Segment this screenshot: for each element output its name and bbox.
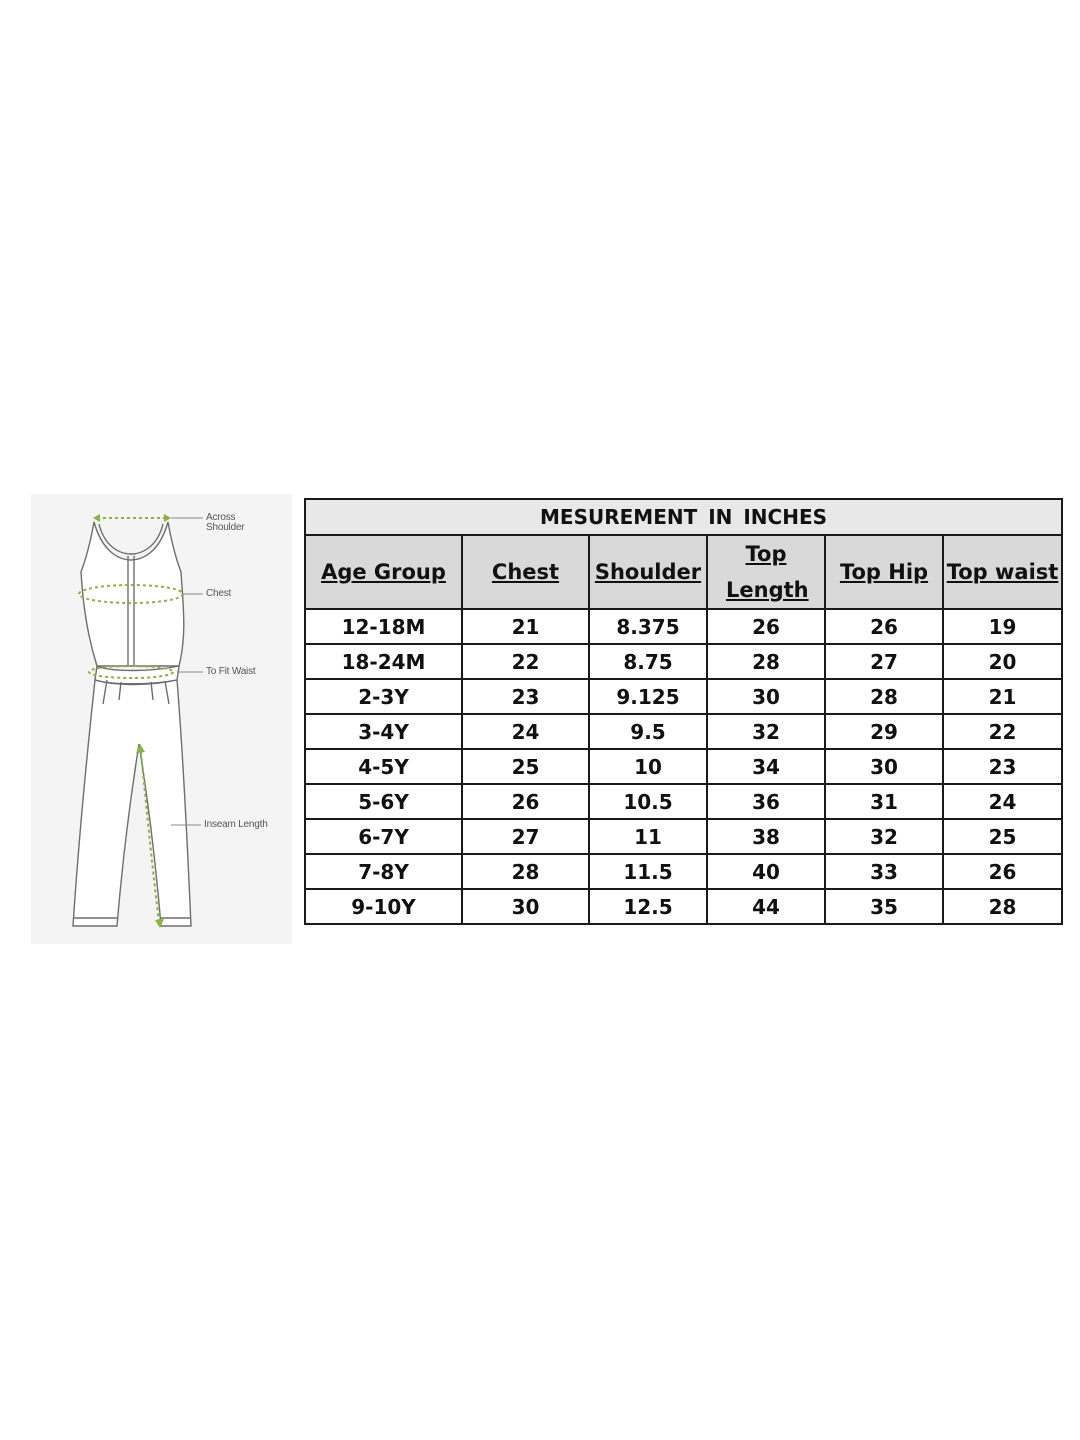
- cell-age-group: 12-18M: [305, 609, 462, 644]
- cell-top-length: 40: [707, 854, 825, 889]
- column-header-shoulder: Shoulder: [589, 535, 707, 609]
- table-row: [305, 854, 1062, 889]
- cell-shoulder: 9.5: [589, 714, 707, 749]
- table-row: [305, 609, 1062, 644]
- column-header-chest: Chest: [462, 535, 589, 609]
- cell-shoulder: 11.5: [589, 854, 707, 889]
- jumpsuit-outline-drawing: [31, 494, 292, 944]
- cell-top-hip: 28: [825, 679, 943, 714]
- cell-top-waist: 20: [943, 644, 1062, 679]
- cell-top-hip: 33: [825, 854, 943, 889]
- cell-chest: 26: [462, 784, 589, 819]
- cell-shoulder: 12.5: [589, 889, 707, 924]
- cell-top-waist: 21: [943, 679, 1062, 714]
- cell-top-length: 26: [707, 609, 825, 644]
- across-shoulder-label: Across Shoulder: [206, 512, 245, 533]
- table-row: [305, 819, 1062, 854]
- cell-chest: 24: [462, 714, 589, 749]
- table-row: [305, 644, 1062, 679]
- cell-shoulder: 11: [589, 819, 707, 854]
- cell-top-hip: 29: [825, 714, 943, 749]
- cell-top-hip: 27: [825, 644, 943, 679]
- table-row: [305, 714, 1062, 749]
- table-row: [305, 784, 1062, 819]
- cell-top-length: 38: [707, 819, 825, 854]
- cell-top-waist: 25: [943, 819, 1062, 854]
- column-header-top-length: Top Length: [707, 535, 825, 609]
- cell-top-hip: 31: [825, 784, 943, 819]
- table-title: MESUREMENT IN INCHES: [305, 499, 1062, 535]
- cell-top-hip: 32: [825, 819, 943, 854]
- table-header-row: [305, 535, 1062, 609]
- cell-top-waist: 26: [943, 854, 1062, 889]
- cell-shoulder: 10.5: [589, 784, 707, 819]
- cell-top-length: 34: [707, 749, 825, 784]
- cell-top-waist: 28: [943, 889, 1062, 924]
- cell-top-waist: 24: [943, 784, 1062, 819]
- jumpsuit-measurement-figure: [31, 494, 292, 944]
- cell-chest: 28: [462, 854, 589, 889]
- cell-age-group: 2-3Y: [305, 679, 462, 714]
- cell-top-waist: 22: [943, 714, 1062, 749]
- cell-top-hip: 30: [825, 749, 943, 784]
- column-header-age-group: Age Group: [305, 535, 462, 609]
- table-row: [305, 889, 1062, 924]
- cell-top-waist: 19: [943, 609, 1062, 644]
- cell-age-group: 7-8Y: [305, 854, 462, 889]
- size-chart-table: [304, 498, 1063, 925]
- table-row: [305, 679, 1062, 714]
- chest-label: Chest: [206, 588, 232, 599]
- to-fit-waist-label: To Fit Waist: [206, 666, 256, 677]
- cell-top-waist: 23: [943, 749, 1062, 784]
- cell-top-length: 28: [707, 644, 825, 679]
- cell-top-length: 30: [707, 679, 825, 714]
- cell-shoulder: 9.125: [589, 679, 707, 714]
- column-header-top-waist: Top waist: [943, 535, 1062, 609]
- cell-chest: 22: [462, 644, 589, 679]
- cell-age-group: 3-4Y: [305, 714, 462, 749]
- cell-chest: 21: [462, 609, 589, 644]
- cell-top-hip: 26: [825, 609, 943, 644]
- cell-age-group: 6-7Y: [305, 819, 462, 854]
- cell-top-length: 44: [707, 889, 825, 924]
- cell-age-group: 5-6Y: [305, 784, 462, 819]
- cell-age-group: 18-24M: [305, 644, 462, 679]
- cell-chest: 30: [462, 889, 589, 924]
- cell-shoulder: 8.375: [589, 609, 707, 644]
- cell-age-group: 9-10Y: [305, 889, 462, 924]
- cell-top-length: 36: [707, 784, 825, 819]
- cell-top-hip: 35: [825, 889, 943, 924]
- cell-shoulder: 8.75: [589, 644, 707, 679]
- inseam-length-label: Inseam Length: [204, 819, 268, 830]
- cell-top-length: 32: [707, 714, 825, 749]
- column-header-top-hip: Top Hip: [825, 535, 943, 609]
- cell-chest: 27: [462, 819, 589, 854]
- cell-shoulder: 10: [589, 749, 707, 784]
- cell-age-group: 4-5Y: [305, 749, 462, 784]
- cell-chest: 23: [462, 679, 589, 714]
- cell-chest: 25: [462, 749, 589, 784]
- table-title-row: [305, 499, 1062, 535]
- table-row: [305, 749, 1062, 784]
